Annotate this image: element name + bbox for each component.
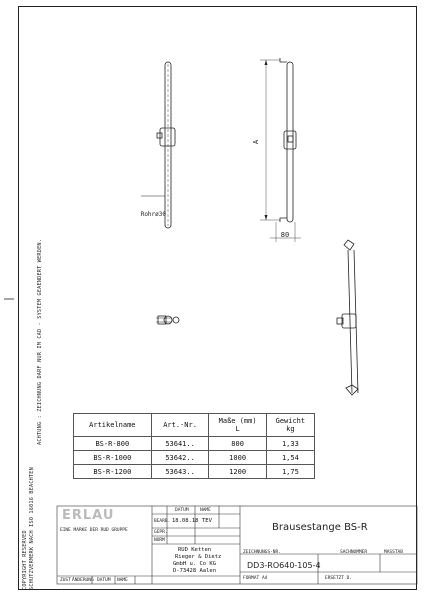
name-label: NAME <box>117 578 128 583</box>
aenderung-label: ÄNDERUNG <box>72 578 94 583</box>
row-size: 800 <box>209 437 266 451</box>
ersetzt-label: ERSETZT D. <box>325 576 353 581</box>
row-gepr-label: GEPR. <box>154 530 168 535</box>
drawing-number: DD3-RO640-105-4 <box>247 561 321 570</box>
row-size: 1200 <box>209 465 266 479</box>
company-line-4: D-73428 Aalen <box>173 568 217 574</box>
row-number: 53641.. <box>151 437 209 451</box>
dimension-b: 80 <box>280 231 290 239</box>
row-weight: 1,54 <box>266 451 314 465</box>
row-name: BS-R-1200 <box>74 465 152 479</box>
brand-tagline: EINE MARKE DER RUD GRUPPE <box>60 528 128 533</box>
row-number: 53642.. <box>151 451 209 465</box>
header-number: Art.-Nr. <box>151 414 209 437</box>
company-line-3: GmbH u. Co KG <box>173 561 217 567</box>
col-name-label: NAME <box>200 508 211 513</box>
company-line-2: Rieger & Dietz <box>175 554 222 560</box>
row-bearb-label: BEARB. <box>154 519 171 524</box>
drawing-title: Brausestange BS-R <box>272 522 368 533</box>
header-size: Maße (mm) L <box>209 414 266 437</box>
drawing-date: 18.08.18 <box>172 518 199 524</box>
row-norm-label: NORM <box>154 538 165 543</box>
sachnummer-label: SACHNUMMER <box>340 550 368 555</box>
company-line-1: RUD Ketten <box>178 547 212 553</box>
row-name: BS-R-800 <box>74 437 152 451</box>
row-weight: 1,33 <box>266 437 314 451</box>
pipe-label: Rohrø30 <box>140 211 166 218</box>
drawn-by: TEV <box>202 518 212 524</box>
dimension-a: A <box>252 139 260 144</box>
datum-label: DATUM <box>97 578 111 583</box>
massstab-label: MASSTAB <box>384 550 403 555</box>
row-size: 1000 <box>209 451 266 465</box>
row-number: 53643.. <box>151 465 209 479</box>
cad-note: ACHTUNG : ZEICHNUNG DARF NUR IM CAD - SYSTEM GEAENDERT WERDEN. <box>37 238 43 445</box>
erlau-logo: ERLAU <box>62 508 115 523</box>
copyright-note: COPYRIGHT RESERVED <box>22 530 28 590</box>
zeichnungs-nr-label: ZEICHNUNGS-NR. <box>243 550 281 555</box>
header-weight: Gewicht kg <box>266 414 314 437</box>
row-weight: 1,75 <box>266 465 314 479</box>
format-label: FORMAT A4 <box>243 576 268 581</box>
header-name: Artikelname <box>74 414 152 437</box>
col-datum-label: DATUM <box>175 508 189 513</box>
zust-label: ZUST. <box>60 578 74 583</box>
iso-note: SCHUTZVERMERK NACH ISO 16016 BEACHTEN <box>29 467 35 590</box>
row-name: BS-R-1000 <box>74 451 152 465</box>
